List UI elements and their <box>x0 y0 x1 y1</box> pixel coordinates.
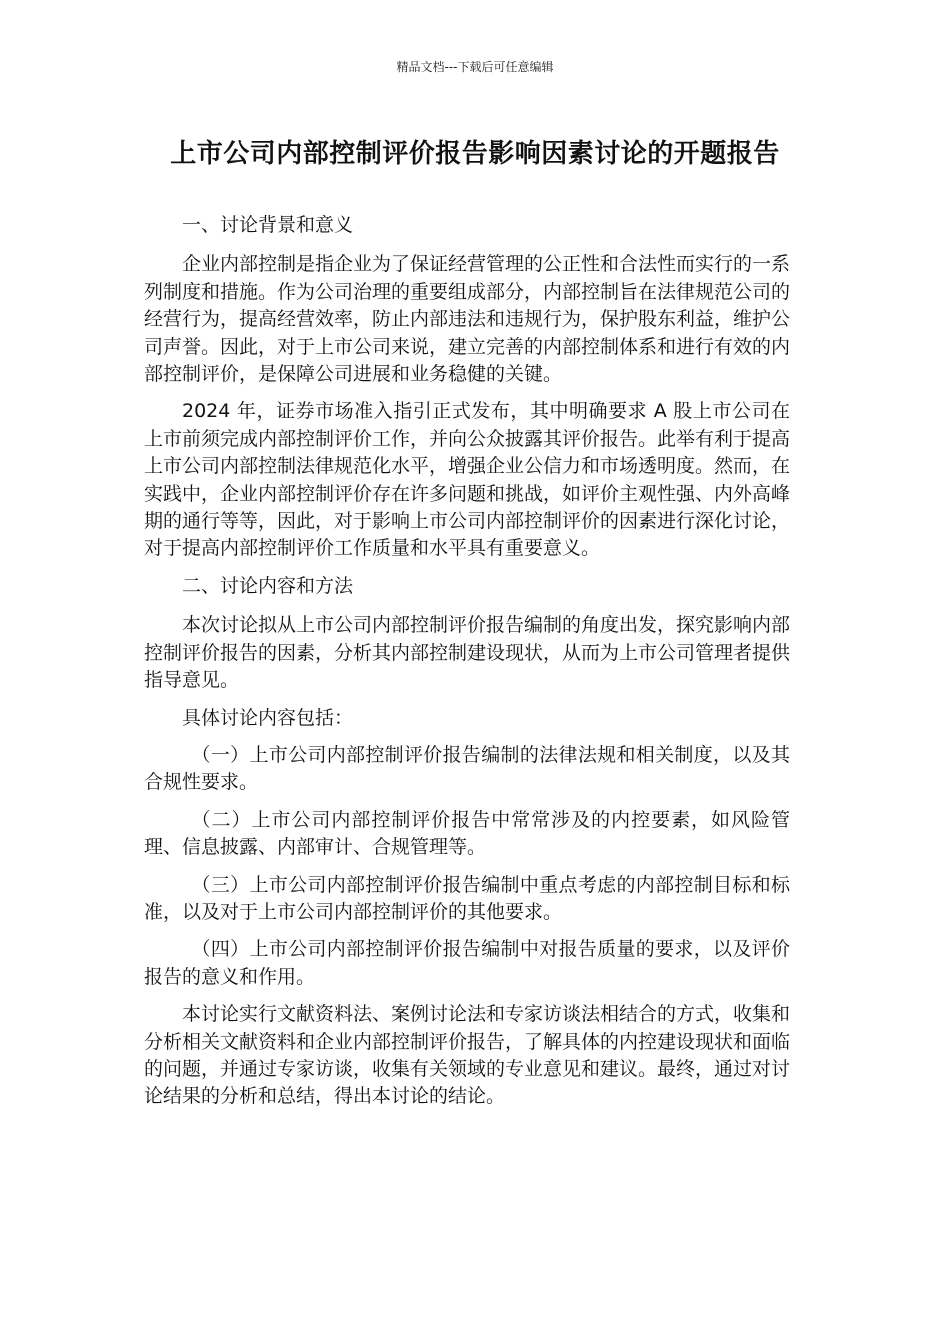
paragraph-content-intro: 具体讨论内容包括： <box>182 706 354 729</box>
list-item-2: （二）上市公司内部控制评价报告中常常涉及的内控要素，如风险管理、信息披露、内部审计、合规管理等。 <box>144 808 790 859</box>
paragraph-methods: 本讨论实行文献资料法、案例讨论法和专家访谈法相结合的方式，收集和分析相关文献资料和企业内部控制评价报告，了解具体的内控建设现状和面临的问题，并通过专家访谈，收集有关领域的专业意见和建议。最终，通过对讨论结果的分析和总结，得出本讨论的结论。 <box>144 1003 791 1108</box>
list-item-4: （四）上市公司内部控制评价报告编制中对报告质量的要求，以及评价报告的意义和作用。 <box>144 938 790 988</box>
paragraph-internal-control-definition: 企业内部控制是指企业为了保证经营管理的公正性和合法性而实行的一系列制度和措施。作为公司治理的重要组成部分，内部控制旨在法律规范公司的经营行为，提高经营效率，防止内部违法和违规行为，保护股东利益，维护公司声誉。因此，对于上市公司来说，建立完善的内部控制体系和进行有效的内部控制评价，是保障公司进展和业务稳健的关键。 <box>144 253 791 386</box>
document-body <box>144 212 790 1121</box>
list-item-3: （三）上市公司内部控制评价报告编制中重点考虑的内部控制目标和标准，以及对于上市公司内部控制评价的其他要求。 <box>144 873 790 923</box>
section-heading-background: 一、讨论背景和意义 <box>182 214 354 236</box>
header-note: 精品文档---下载后可任意编辑 <box>396 60 554 74</box>
paragraph-2024-policy: 2024 年，证券市场准入指引正式发布，其中明确要求 A 股上市公司在上市前须完成内部控制评价工作，并向公众披露其评价报告。此举有利于提高上市公司内部控制法律规范化水平，增强企业公信力和市场透明度。然而，在实践中，企业内部控制评价存在许多问题和挑战，如评价主观性强、内外高峰期的通行等等，因此，对于影响上市公司内部控制评价的因素进行深化讨论，对于提高内部控制评价工作质量和水平具有重要意义。 <box>144 400 791 560</box>
document-title: 上市公司内部控制评价报告影响因素讨论的开题报告 <box>170 139 780 169</box>
section-heading-content-methods: 二、讨论内容和方法 <box>182 574 354 597</box>
paragraph-research-aim: 本次讨论拟从上市公司内部控制评价报告编制的角度出发，探究影响内部控制评价报告的因素，分析其内部控制建设现状，从而为上市公司管理者提供指导意见。 <box>144 614 791 692</box>
list-item-1: （一）上市公司内部控制评价报告编制的法律法规和相关制度，以及其合规性要求。 <box>144 743 790 794</box>
